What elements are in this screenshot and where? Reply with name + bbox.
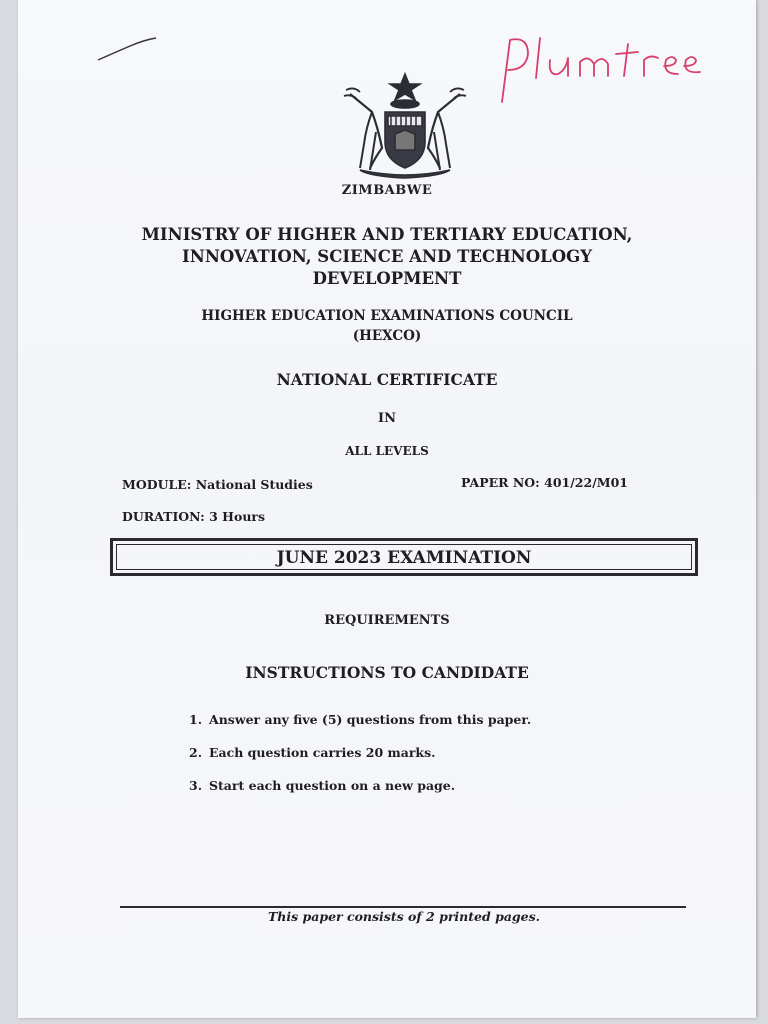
council-line-1: HIGHER EDUCATION EXAMINATIONS COUNCIL [201, 308, 573, 324]
instruction-text: Answer any five (5) questions from this paper. [209, 712, 532, 727]
instruction-item [189, 778, 531, 811]
zimbabwe-coat-of-arms-emblem [330, 72, 480, 182]
ministry-name [18, 224, 756, 290]
instruction-item [189, 745, 531, 778]
page-count-note: This paper consists of 2 printed pages. [267, 909, 541, 924]
module-label: MODULE: National Studies [122, 477, 313, 492]
instruction-item [189, 712, 531, 745]
ministry-line-1: MINISTRY OF HIGHER AND TERTIARY EDUCATION, [141, 225, 633, 244]
handwritten-note-plumtree [488, 30, 718, 110]
ministry-line-2: INNOVATION, SCIENCE AND TECHNOLOGY [182, 247, 592, 266]
paper-number: PAPER NO: 401/22/M01 [461, 475, 628, 490]
certificate-title: NATIONAL CERTIFICATE [276, 370, 498, 389]
instruction-number: 2. [189, 745, 203, 760]
country-name: ZIMBABWE [341, 183, 433, 198]
requirements-heading: REQUIREMENTS [324, 613, 450, 628]
certificate-levels: ALL LEVELS [345, 444, 429, 458]
exam-title-box [110, 538, 698, 576]
certificate-in-word: IN [378, 411, 396, 426]
council-name [18, 306, 756, 346]
pen-stroke-mark [96, 34, 158, 64]
instruction-text: Start each question on a new page. [209, 778, 456, 793]
instruction-number: 1. [189, 712, 203, 727]
instruction-text: Each question carries 20 marks. [209, 745, 436, 760]
ministry-line-3: DEVELOPMENT [312, 269, 462, 288]
footer-divider [120, 906, 686, 908]
instructions-list [189, 712, 531, 811]
instructions-heading: INSTRUCTIONS TO CANDIDATE [245, 663, 529, 682]
instruction-number: 3. [189, 778, 203, 793]
exam-paper-page [18, 0, 756, 1018]
council-line-2: (HEXCO) [352, 328, 422, 344]
exam-title: JUNE 2023 EXAMINATION [276, 548, 532, 568]
duration-label: DURATION: 3 Hours [122, 509, 266, 524]
